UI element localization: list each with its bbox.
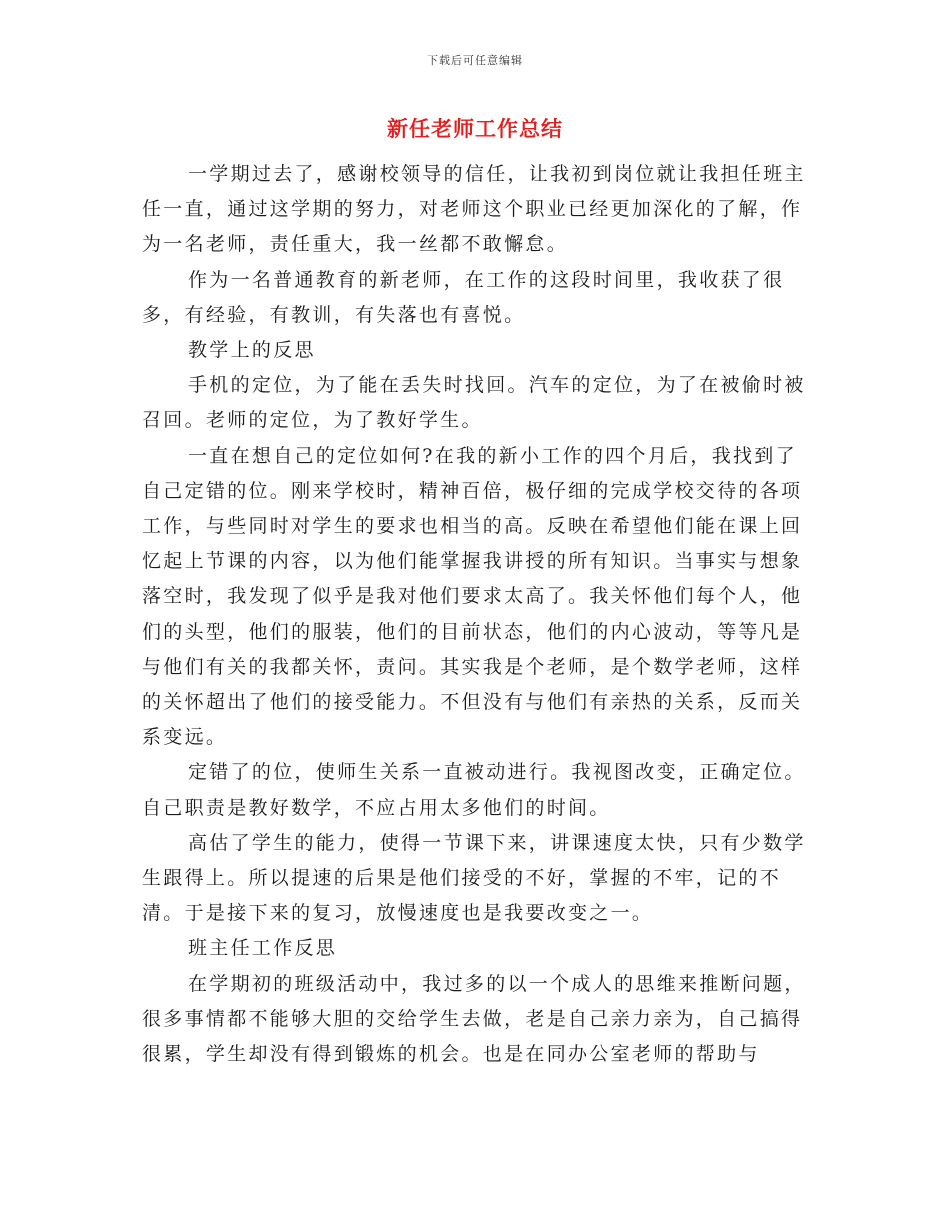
header-note: 下载后可任意编辑: [427, 54, 523, 67]
paragraph: 高估了学生的能力，使得一节课下来，讲课速度太快，只有少数学生跟得上。所以提速的后果是他们接受的不好，掌握的不牢，记的不清。于是接下来的复习，放慢速度也是我要改变之一。: [142, 831, 806, 925]
paragraph: 一学期过去了，感谢校领导的信任，让我初到岗位就让我担任班主任一直，通过这学期的努力，对老师这个职业已经更加深化的了解，作为一名老师，责任重大，我一丝都不敢懈怠。: [142, 163, 806, 256]
paragraph: 在学期初的班级活动中，我过多的以一个成人的思维来推断问题，很多事情都不能够大胆的交给学生去做，老是自己亲力亲为，自己搞得很累，学生却没有得到锻炼的机会。也是在同办公室老师的帮助与: [142, 972, 806, 1066]
paragraph: 一直在想自己的定位如何?在我的新小工作的四个月后，我找到了自己定错的位。刚来学校时，精神百倍，极仔细的完成学校交待的各项工作，与些同时对学生的要求也相当的高。反映在希望他们能在课上回忆起上节课的内容，以为他们能掌握我讲授的所有知识。当事实与想象落空时，我发现了似乎是我对他们要求太高了。我关怀他们每个人，他们的头型，他们的服装，他们的目前状态，他们的内心波动，等等凡是与他们有关的我都关怀，责问。其实我是个老师，是个数学老师，这样的关怀超出了他们的接受能力。不但没有与他们有亲热的关系，反而关系变远。: [142, 444, 803, 749]
paragraph: 手机的定位，为了能在丢失时找回。汽车的定位，为了在被偷时被召回。老师的定位，为了教好学生。: [142, 374, 806, 432]
section-heading: 班主任工作反思: [188, 937, 338, 960]
paragraph: 定错了的位，使师生关系一直被动进行。我视图改变，正确定位。自己职责是教好数学，不应占用太多他们的时间。: [142, 761, 806, 819]
document-title: 新任老师工作总结: [387, 116, 563, 141]
paragraph: 作为一名普通教育的新老师，在工作的这段时间里，我收获了很多，有经验，有教训，有失落也有喜悦。: [142, 268, 785, 326]
section-heading: 教学上的反思: [188, 339, 316, 362]
document-body: [142, 157, 812, 1072]
